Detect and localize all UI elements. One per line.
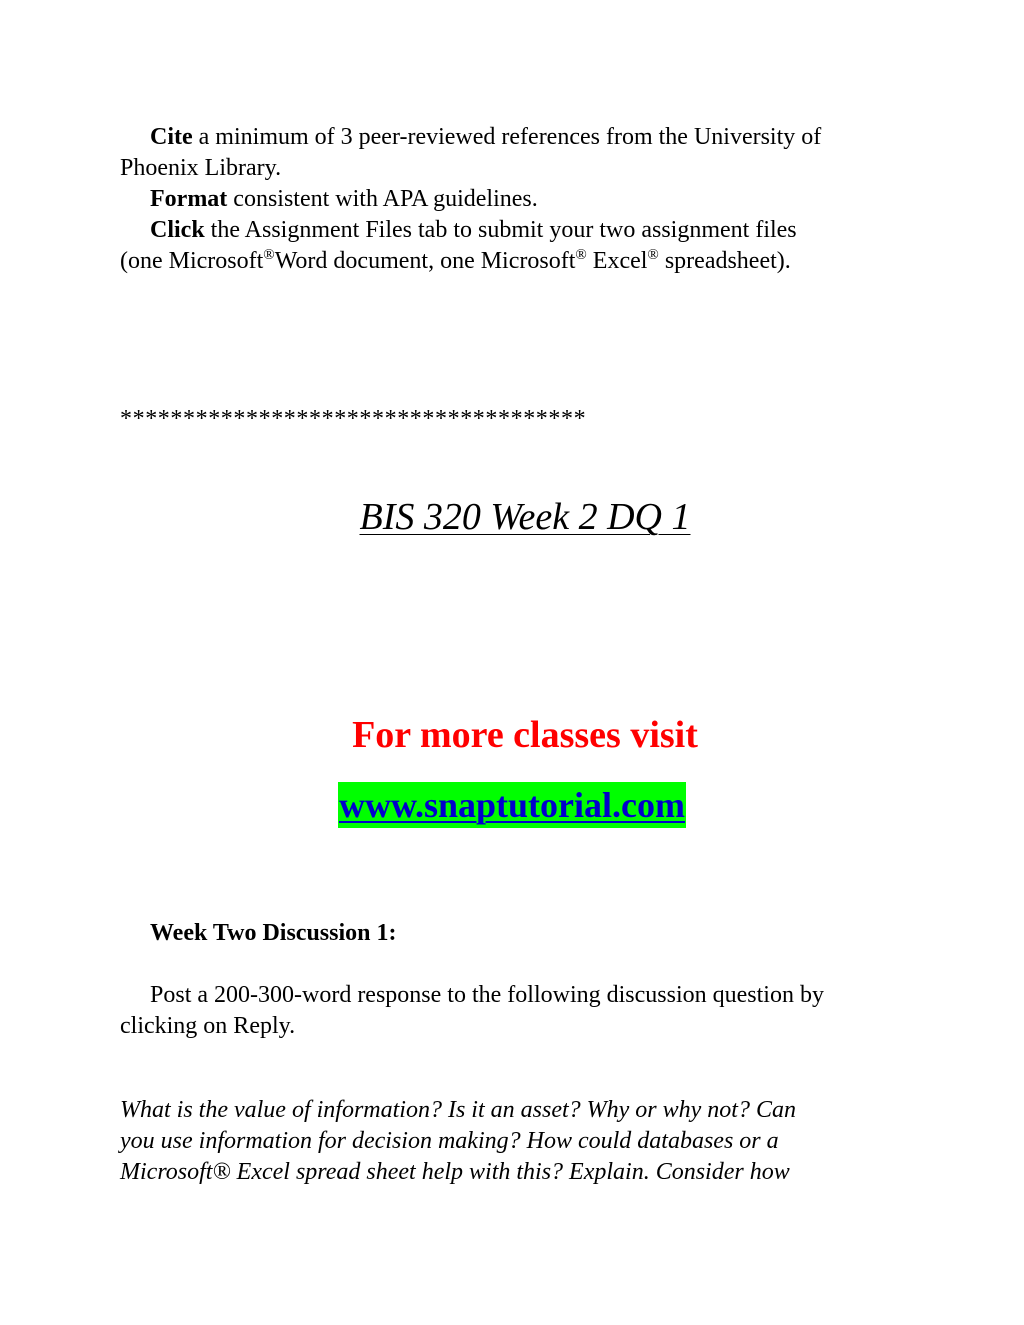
click-keyword: Click (150, 217, 205, 243)
click-instruction-continuation (120, 246, 791, 277)
cite-text: a minimum of 3 peer-reviewed references from the University of (192, 124, 822, 150)
discussion-heading (150, 918, 396, 949)
cite-keyword: Cite (150, 124, 193, 150)
registered-mark: ® (647, 247, 659, 263)
course-title: BIS 320 Week 2 DQ 1 (359, 496, 691, 538)
click-instruction-line (150, 215, 797, 246)
registered-mark: ® (263, 247, 275, 263)
discussion-intro-continuation: clicking on Reply. (120, 1013, 296, 1039)
separator-stars: ************************************* (120, 406, 587, 432)
discussion-intro-line: Post a 200-300-word response to the following discussion question by (150, 982, 824, 1008)
registered-mark: ® (575, 247, 587, 263)
format-keyword: Format (150, 186, 228, 212)
question-line: Microsoft® Excel spread sheet help with this? Explain. Consider how (120, 1159, 790, 1185)
cite-instruction-line (150, 122, 821, 153)
click-text: the Assignment Files tab to submit your two assignment files (204, 217, 797, 243)
format-text: consistent with APA guidelines. (227, 186, 538, 212)
click-text-part-b: Word document, one Microsoft (274, 248, 576, 274)
question-line: you use information for decision making? How could databases or a (120, 1128, 779, 1154)
cite-instruction-continuation: Phoenix Library. (120, 155, 282, 181)
format-instruction-line (150, 184, 538, 215)
click-text-part-c: Excel (586, 248, 648, 274)
promo-link-wrapper (0, 782, 1024, 828)
discussion-heading-text: Week Two Discussion 1: (150, 920, 397, 946)
promo-link[interactable]: www.snaptutorial.com (338, 782, 686, 828)
promo-heading: For more classes visit (352, 714, 698, 756)
question-line: What is the value of information? Is it an asset? Why or why not? Can (120, 1097, 796, 1123)
click-text-part-a: (one Microsoft (120, 248, 264, 274)
click-text-part-d: spreadsheet). (658, 248, 791, 274)
